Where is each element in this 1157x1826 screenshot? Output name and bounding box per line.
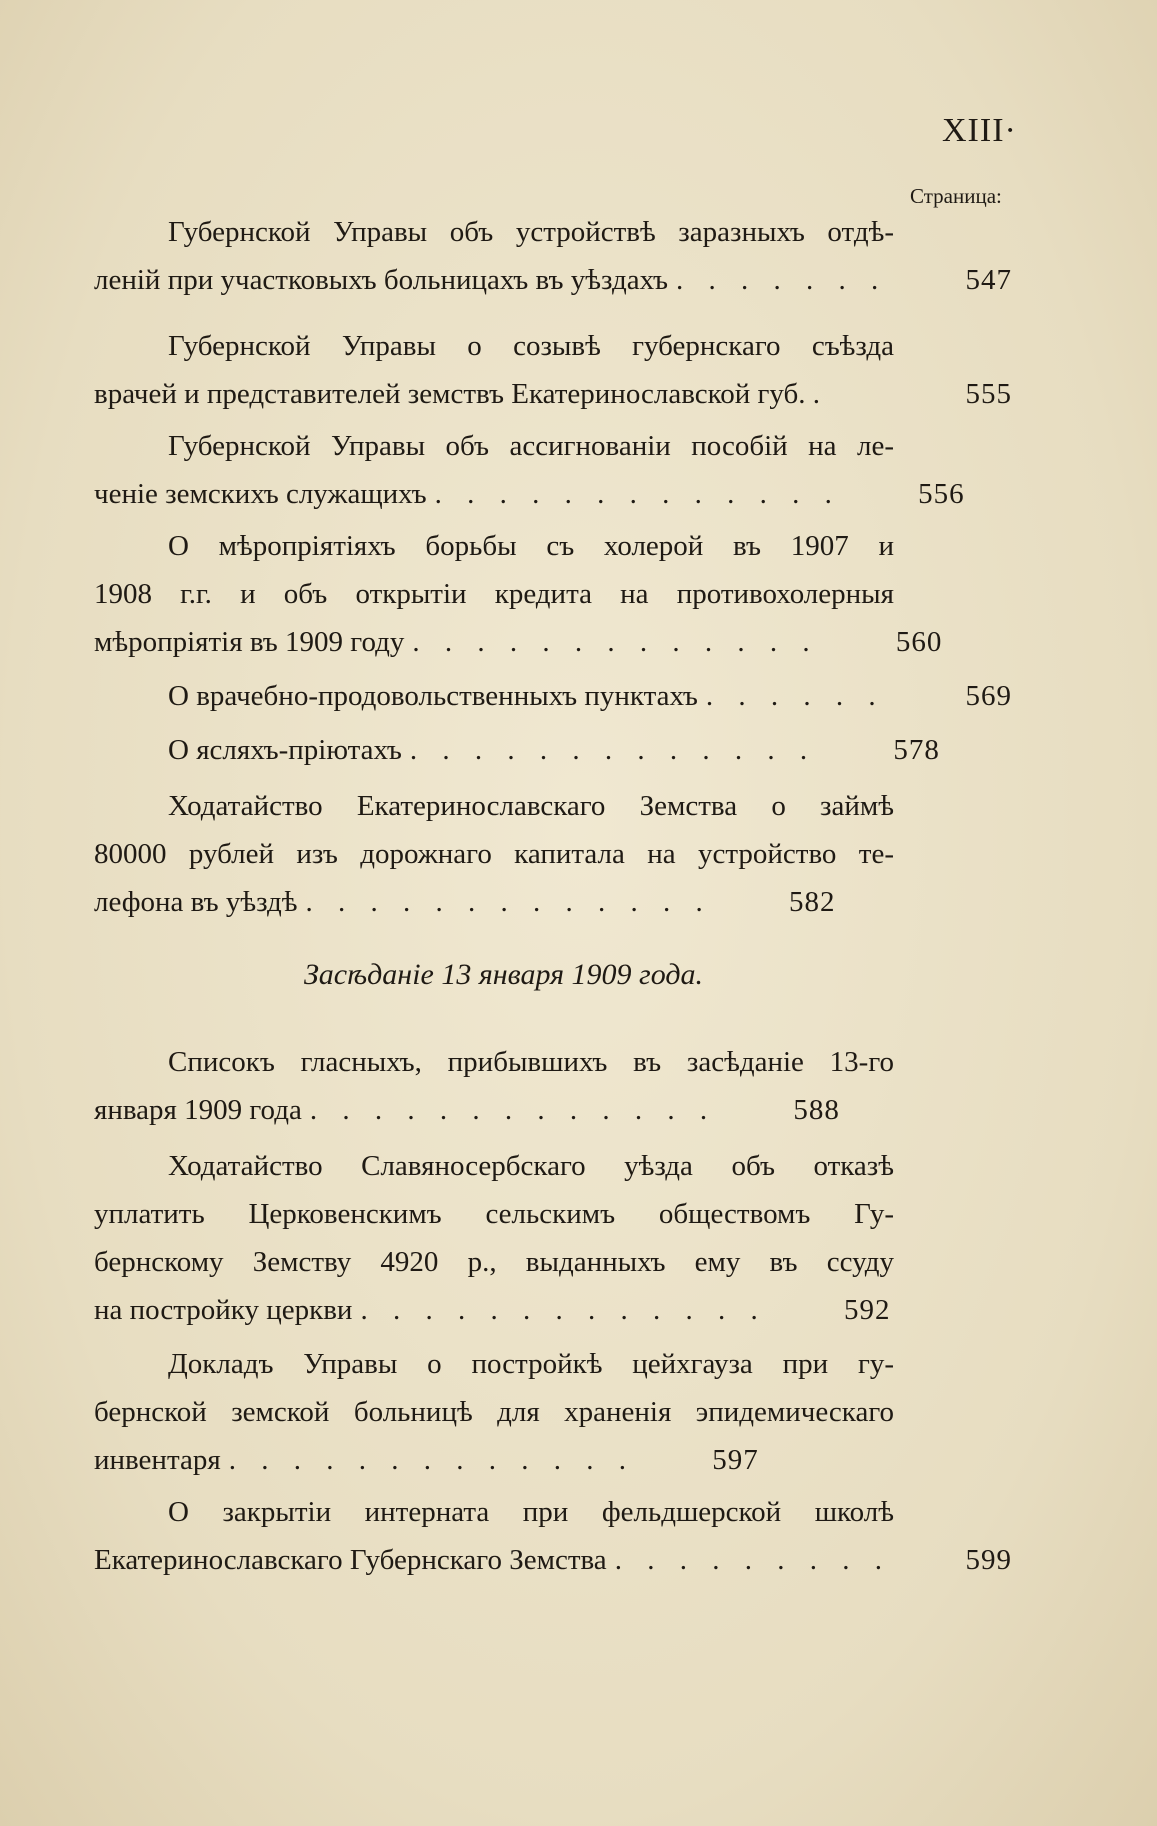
entry-last-line — [94, 1436, 1012, 1484]
leader-dots — [607, 1536, 902, 1584]
entry-text: января 1909 года — [94, 1094, 302, 1126]
entry-page-number: 597 — [712, 1444, 759, 1476]
entry-line: О мѣропріятіяхъ борьбы съ холерой въ 1907 и — [168, 530, 894, 562]
session-heading — [0, 958, 1157, 992]
entry-line: О закрытіи интерната при фельдшерской школѣ — [168, 1496, 894, 1528]
entry-line: Губернской Управы о созывѣ губернскаго съѣзда — [168, 330, 894, 362]
entry-line: Губернской Управы объ устройствѣ заразныхъ отдѣ- — [168, 216, 894, 248]
toc-entry — [94, 782, 1012, 926]
entry-line: Ходатайство Славяносербскаго уѣзда объ отказѣ — [168, 1150, 894, 1182]
entry-page-number: 560 — [895, 626, 943, 658]
leader-dots — [404, 618, 832, 666]
toc-entry — [94, 208, 1012, 304]
toc-entry — [94, 1142, 1012, 1334]
leader-dots — [352, 1286, 780, 1334]
entry-page-number: 592 — [843, 1294, 891, 1326]
entry-line: 80000 рублей изъ дорожнаго капитала на устройство те- — [94, 838, 894, 870]
entry-last-line — [94, 256, 1012, 304]
toc-entry — [94, 322, 1012, 418]
entry-text: врачей и представителей земствъ Екатеринославской губ. . — [94, 378, 821, 410]
entry-last-line — [94, 470, 1012, 518]
entry-text: О ясляхъ-пріютахъ — [168, 734, 402, 766]
entry-line: бернской земской больницѣ для храненія эпидемическаго — [94, 1396, 894, 1428]
leader-dots — [427, 470, 855, 518]
session-heading-text: Засѣданіе 13 января 1909 года. — [303, 958, 704, 991]
entry-last-line — [94, 370, 1012, 418]
entry-text: на постройку церкви — [94, 1294, 353, 1326]
toc-entry — [94, 1038, 1012, 1134]
entry-text: ченіе земскихъ служащихъ — [94, 478, 427, 510]
entry-page-number: 578 — [893, 734, 940, 766]
entry-last-line — [94, 618, 1012, 666]
entry-page-number: 588 — [793, 1094, 840, 1126]
leader-dots — [698, 672, 902, 720]
entry-text: О врачебно-продовольственныхъ пунктахъ — [168, 680, 698, 712]
toc-entry — [94, 1488, 1012, 1584]
entry-last-line — [94, 672, 1012, 720]
entry-text: Екатеринославскаго Губернскаго Земства — [94, 1544, 607, 1576]
toc-entry — [94, 522, 1012, 666]
entry-page-number: 599 — [965, 1544, 1012, 1576]
entry-text: мѣропріятія въ 1909 году — [94, 626, 405, 658]
entry-line: Губернской Управы объ ассигнованіи пособій на ле- — [168, 430, 894, 462]
page-number: XIII· — [942, 112, 1017, 149]
toc-entry — [94, 422, 1012, 518]
entry-page-number: 555 — [965, 378, 1012, 410]
toc-entry — [94, 1340, 1012, 1484]
leader-dots — [402, 726, 830, 774]
leader-dots — [221, 1436, 649, 1484]
entry-last-line — [94, 1086, 1012, 1134]
entry-line: 1908 г.г. и объ открытіи кредита на противохолерныя — [94, 578, 894, 610]
entry-text: леній при участковыхъ больницахъ въ уѣздахъ — [94, 264, 668, 296]
entry-text: лефона въ уѣздѣ — [94, 886, 298, 918]
leader-dots — [298, 878, 726, 926]
entry-line: Докладъ Управы о постройкѣ цейхгауза при гу- — [168, 1348, 894, 1380]
toc-entry — [94, 726, 1012, 774]
toc-entry — [94, 672, 1012, 720]
entry-page-number: 547 — [965, 264, 1012, 296]
leader-dots — [302, 1086, 730, 1134]
leader-dots — [668, 256, 902, 304]
entry-last-line — [94, 1536, 1012, 1584]
entry-page-number: 582 — [789, 886, 836, 918]
entry-text: инвентаря — [94, 1444, 221, 1476]
entry-line: бернскому Земству 4920 р., выданныхъ ему въ ссуду — [94, 1246, 894, 1278]
entry-last-line — [94, 878, 1012, 926]
entry-line: Ходатайство Екатеринославскаго Земства о займѣ — [168, 790, 894, 822]
entry-line: Списокъ гласныхъ, прибывшихъ въ засѣданіе 13-го — [168, 1046, 894, 1078]
entry-last-line — [94, 726, 1012, 774]
entry-line: уплатить Церковенскимъ сельскимъ обществомъ Гу- — [94, 1198, 894, 1230]
entry-page-number: 556 — [918, 478, 965, 510]
page-column-header: Страница: — [910, 184, 1002, 208]
entry-page-number: 569 — [965, 680, 1012, 712]
entry-last-line — [94, 1286, 1012, 1334]
